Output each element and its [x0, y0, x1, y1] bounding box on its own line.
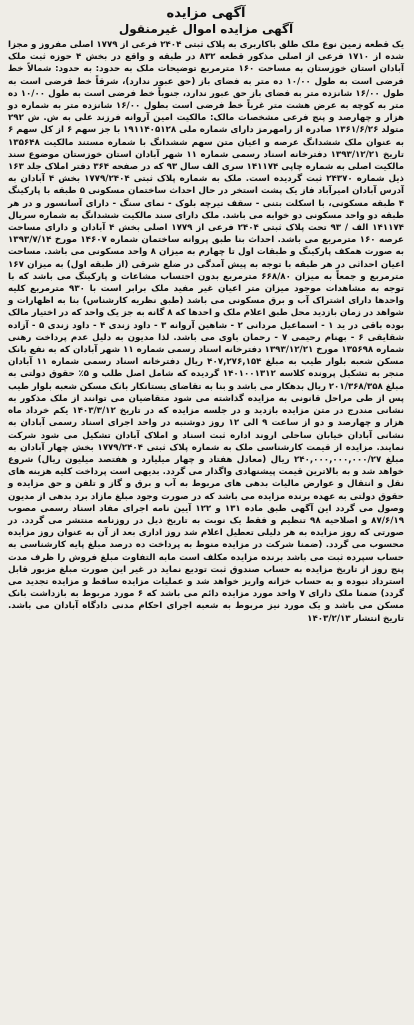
notice-subtitle: آگهی مزایده اموال غیرمنقول	[118, 22, 294, 36]
notice-title: آگهی مزایده	[166, 6, 246, 21]
notice-body: یک قطعه زمین نوع ملک طلق باکاربری به پلاک ثبتی ۲۴۰۴ فرعی از ۱۷۷۹ اصلی مفروز و مجزا شده از ۱۷۱۰ فرعی از اصلی مذکور قطعه ۸۳۲ در طبقه و واقع در بخش ۴ حوزه ثبت ملک آبادان استان خوزستان به مساحت ۱۶۰ مترمربع توضیحات ملک به حدود: به حدود: شمالاً خط فرضی است به طول ۱۰/۰۰ ده متر به فضای باز (حق عبور ندارد)، شرقاً خط فرضی است به طول ۱۶/۰۰ شانزده متر به فضای باز حق عبور ندارد، جنوباً خط فرضی است به طول ۱۰/۰۰ ده متر به کوچه به عرض هشت متر غرباً خط فرضی است بطول ۱۶/۰۰ شانزده متر به شماره دو هزار و چهارصد و پنج فرعی مشخصات مالک: مالکیت امین آروانه فرزند علی به ش. ش ۲۹۲ متولد ۱۳۶۱/۶/۲۶ صادره از رامهرمز دارای شماره ملی ۱۹۱۱۴۰۵۱۲۸ با جز سهم ۶ از کل سهم ۶ به عنوان ملک ششدانگ عرصه و اعیان متن سهم ششدانگ با شماره مستند مالکیت ۱۳۵۶۴۸ تاریخ ۱۳۹۳/۱۲/۲۱ دفترخانه اسناد رسمی شماره ۱۱ شهر آبادان استان خوزستان موضوع سند مالکیت اصلی به شماره چاپی ۱۴۱۱۷۴ سری الف سال ۹۳ که در صفحه ۳۶۴ دفتر املاک جلد ۱۶۳ ذیل شماره ۲۴۳۷۰ ثبت گردیده است. ملک به شماره پلاک ثبتی ۱۷۷۹/۲۴۰۴ بخش ۴ آبادان به آدرس آبادان امیرآباد فاز یک پشت استخر در حال احداث ساختمان مسکونی ۵ طبقه با پارکینگ ۴ طبقه مسکونی، با اسکلت بتنی - سقف تیرچه بلوک - نمای سنگ - دارای آسانسور و در هر طبقه دو واحد مسکونی دو خوابه می باشد. ملک دارای سند مالکیت ششدانگ به شماره سریال ۱۴۱۱۷۴ الف / ۹۳ تحت پلاک ثبتی ۲۴۰۴ فرعی از ۱۷۷۹ اصلی بخش ۴ آبادان و دارای مساحت عرصه ۱۶۰ مترمربع می باشد. احداث بنا طبق پروانه ساختمان شماره ۱۴۶۰۷ مورخ ۱۳۹۳/۷/۱۴ به صورت همکف پارکینگ و طبقات اول تا چهارم به میزان ۸ واحد مسکونی می باشد. مساحت اعیان احداثی در هر طبقه با توجه به پیش آمدگی در ضلع شرقی (از طبقه اول) به میزان ۱۶۷ مترمربع و جمعاً به میزان ۶۶۸/۸۰ مترمربع بدون احتساب مشاعات و پارکینگ می باشد که با توجه به مشاهدات موجود میزان متر اعیان غیر مفید ملک برابر است با ۹۳۰ مترمربع کلیه واحدها دارای اشتراک آب و برق مسکونی می باشد (طبق نظریه کارشناس) بنا به اظهارات و شواهد در زمان بازدید محل طبق اعلام ملک و احدها که ۸ گانه به جز یک واحد که در اختیار مالک بوده باقی در ید ۱ - اسماعیل مردانی ۲ - شاهین آروانه ۳ - داود زندی ۴ - داود زندی ۵ - آزاده شقایقی ۶ - بهنام رحیمی ۷ - رحمان باوی می باشد. لذا مدیون به دلیل عدم پرداخت رهنی شماره ۱۳۵۶۹۸ مورخ ۱۳۹۳/۱۲/۲۱ دفترخانه اسناد رسمی شماره ۱۱ شهر آبادان که به نفع بانک مسکن شعبه بلوار طیب به مبلغ ۴۰۷,۲۷۶,۱۵۴ ریال دفترخانه اسناد رسمی شماره ۱۱ آبادان منجر به تشکیل پرونده کلاسه ۱۴۰۱۰۰۱۳۱۲ گردیده که شامل اصل طلب و ۵٪ حقوق دولتی به مبلغ ۲۰۱/۳۶۸/۳۵۸ ریال بدهکار می باشد و بنا به تقاضای بستانکار بانک مسکن شعبه بلوار طیب پس از طی مراحل قانونی به مزایده گذاشته می شود متقاضیان می توانند از ملک مذکور به نشانی مندرج در متن مزایده بازدید و در جلسه مزایده که در تاریخ ۱۴۰۳/۳/۱۲ یکم خرداد ماه هزار و چهارصد و دو از ساعت ۹ الی ۱۲ روز دوشنبه در واحد اجرای اسناد رسمی آبادان به نشانی آبادان خیابان ساحلی اروند اداره ثبت اسناد و املاک آبادان تشکیل می شود شرکت نمایند. مزایده از قیمت کارشناسی ملک به شماره پلاک ثبتی ۱۷۷۹/۲۴۰۴ بخش چهار آبادان به مبلغ ۲۴۰,۰۰۰,۰۰۰,۰۰۰/۲۷ ریال (معادل هفتاد و چهار میلیارد و هفتصد میلیون ریال) شروع خواهد شد و به بالاترین قیمت پیشنهادی واگذار می گردد. بدیهی است پرداخت کلیه هزینه های نقل و انتقال و عوارض مالیات بدهی های مربوط به آب و برق و گاز و تلفن و حق مزایده و حقوق دولتی به عهده برنده مزایده می باشد که در صورت وجود مبلغ مازاد برد بدهی از مدیون وصول می گردد این آگهی طبق ماده ۱۳۱ و ۱۲۲ آیین نامه اجرای مفاد اسناد رسمی مصوب ۸۷/۶/۱۹ و اصلاحیه ۹۸ تنظیم و فقط یک نوبت به تاریخ ذیل در روزنامه منتشر می گردد. در صورتی که روز مزایده به هر دلیلی تعطیل اعلام شد روز اداری بعد از آن به عنوان روز مزایده محسوب می گردد. (ضمنا شرکت در مزایده منوط به پرداخت ده درصد مبلغ پایه کارشناسی به حساب سپرده ثبت می باشد برنده مزایده مکلف است مابه التفاوت مبلغ فروش را ظرف مدت پنج روز از تاریخ مزایده به حساب صندوق ثبت تودیع نماید در غیر این صورت مبلغ مزبور قابل استرداد نبوده و به حساب خزانه واریز خواهد شد و عملیات مزایده ساقط و مزایده تجدید می گردد) ضمنا ملک دارای ۷ واحد مورد مزایده دائم می باشد که ۶ مورد مربوط به بازداشت بانک مسکن می باشد و یک مورد نیز مربوط به شعبه اجرای احکام مدنی دادگاه آبادان می باشد. تاریخ انتشار ۱۴۰۳/۲/۱۳	[8, 40, 405, 624]
